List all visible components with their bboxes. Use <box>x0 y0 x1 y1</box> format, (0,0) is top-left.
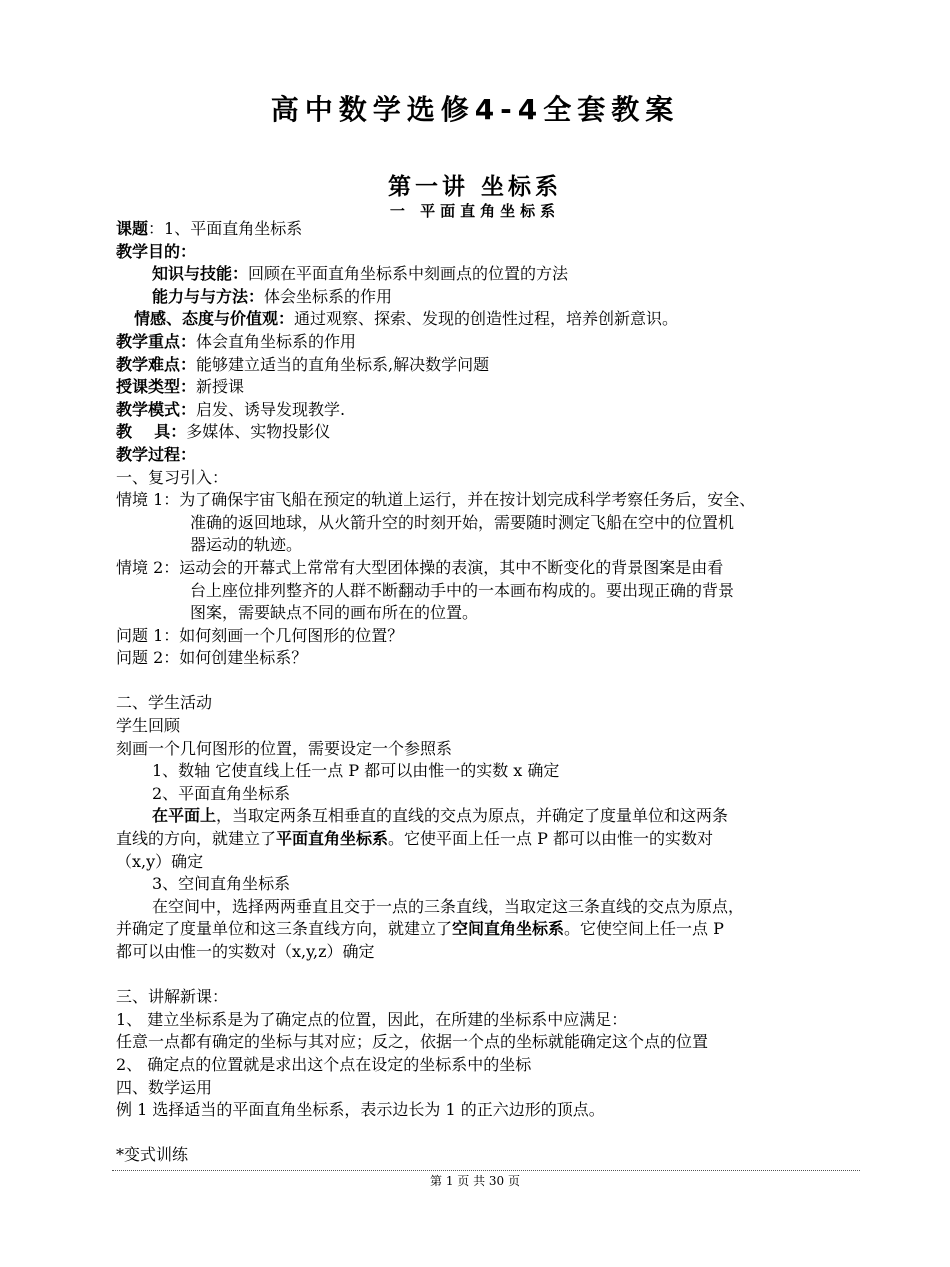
difficulty-line: 教学难点：能够建立适当的直角坐标系,解决数学问题 <box>116 354 490 374</box>
number-axis-line: 1、数轴 它使直线上任一点 P 都可以由惟一的实数 x 确定 <box>152 761 560 781</box>
review-heading: 一、复习引入： <box>116 467 229 487</box>
objective-emotion: 情感、态度与价值观：通过观察、探索、发现的创造性过程，培养创新意识。 <box>134 309 679 329</box>
variant-training: *变式训练 <box>116 1145 189 1165</box>
lesson-type-line: 授课类型：新授课 <box>116 377 245 397</box>
objective-ability: 能力与与方法：体会坐标系的作用 <box>152 286 393 306</box>
document-title: 高中数学选修4-4全套教案 <box>270 93 680 126</box>
teaching-mode-line: 教学模式：启发、诱导发现教学. <box>116 399 346 419</box>
plane-coord-para-1: 在平面上，当取定两条互相垂直的直线的交点为原点，并确定了度量单位和这两条 <box>152 806 729 826</box>
spacer <box>116 1122 846 1145</box>
example-1: 例 1 选择适当的平面直角坐标系，表示边长为 1 的正六边形的顶点。 <box>116 1100 605 1120</box>
space-coord-para-3: 都可以由惟一的实数对（x,y,z）确定 <box>116 942 375 961</box>
scenario-2-line-1: 情境 2：运动会的开幕式上常常有大型团体操的表演，其中不断变化的背景图案是由看 <box>116 557 724 577</box>
math-application-heading: 四、数学运用 <box>116 1077 213 1097</box>
scenario-1-line-2: 准确的返回地球，从火箭升空的时刻开始，需要随时测定飞船在空中的位置机 <box>190 512 735 532</box>
new-lesson-point-1: 1、 建立坐标系是为了确定点的位置，因此，在所建的坐标系中应满足： <box>116 1009 628 1029</box>
scenario-2-line-3: 图案，需要缺点不同的画布所在的位置。 <box>190 603 479 623</box>
space-coord-heading: 3、空间直角坐标系 <box>152 874 291 894</box>
objectives-heading: 教学目的： <box>116 241 197 261</box>
topic-line: 课题：1、平面直角坐标系 <box>116 219 303 238</box>
chapter-title: 第一讲 坐标系 <box>387 174 562 200</box>
key-point-line: 教学重点：体会直角坐标系的作用 <box>116 331 357 351</box>
page-footer: 第 1 页 共 30 页 <box>430 1174 520 1188</box>
question-2: 问题 2：如何创建坐标系？ <box>116 648 308 668</box>
document-body <box>116 218 846 1167</box>
scenario-1-line-1: 情境 1：为了确保宇宙飞船在预定的轨道上运行，并在按计划完成科学考察任务后，安全、 <box>116 490 756 510</box>
section-title: 一 平面直角坐标系 <box>389 202 561 220</box>
plane-coord-para-3: （x,y）确定 <box>116 851 204 871</box>
space-coord-para-2: 并确定了度量单位和这三条直线方向，就建立了空间直角坐标系。它使空间上任一点 P <box>116 919 724 939</box>
student-review-line: 学生回顾 <box>116 716 181 736</box>
spacer <box>116 964 846 987</box>
plane-coord-heading: 2、平面直角坐标系 <box>152 783 291 803</box>
question-1: 问题 1：如何刻画一个几何图形的位置？ <box>116 625 404 645</box>
reference-system-line: 刻画一个几何图形的位置，需要设定一个参照系 <box>116 738 453 758</box>
space-coord-para-1: 在空间中，选择两两垂直且交于一点的三条直线，当取定这三条直线的交点为原点， <box>152 896 745 916</box>
scenario-2-line-2: 台上座位排列整齐的人群不断翻动手中的一本画布构成的。要出现正确的背景 <box>190 580 735 600</box>
process-heading: 教学过程： <box>116 444 197 464</box>
scenario-1-line-3: 器运动的轨迹。 <box>190 535 303 555</box>
tools-line: 教 具：多媒体、实物投影仪 <box>116 422 331 442</box>
new-lesson-heading: 三、讲解新课： <box>116 987 229 1007</box>
footer-divider <box>112 1170 860 1171</box>
new-lesson-point-2: 2、 确定点的位置就是求出这个点在设定的坐标系中的坐标 <box>116 1054 532 1074</box>
plane-coord-para-2: 直线的方向，就建立了平面直角坐标系。它使平面上任一点 P 都可以由惟一的实数对 <box>116 829 713 849</box>
spacer <box>116 670 846 693</box>
objective-knowledge: 知识与技能：回顾在平面直角坐标系中刻画点的位置的方法 <box>152 264 569 284</box>
student-activity-heading: 二、学生活动 <box>116 693 213 713</box>
new-lesson-point-1-cont: 任意一点都有确定的坐标与其对应；反之，依据一个点的坐标就能确定这个点的位置 <box>116 1032 709 1052</box>
